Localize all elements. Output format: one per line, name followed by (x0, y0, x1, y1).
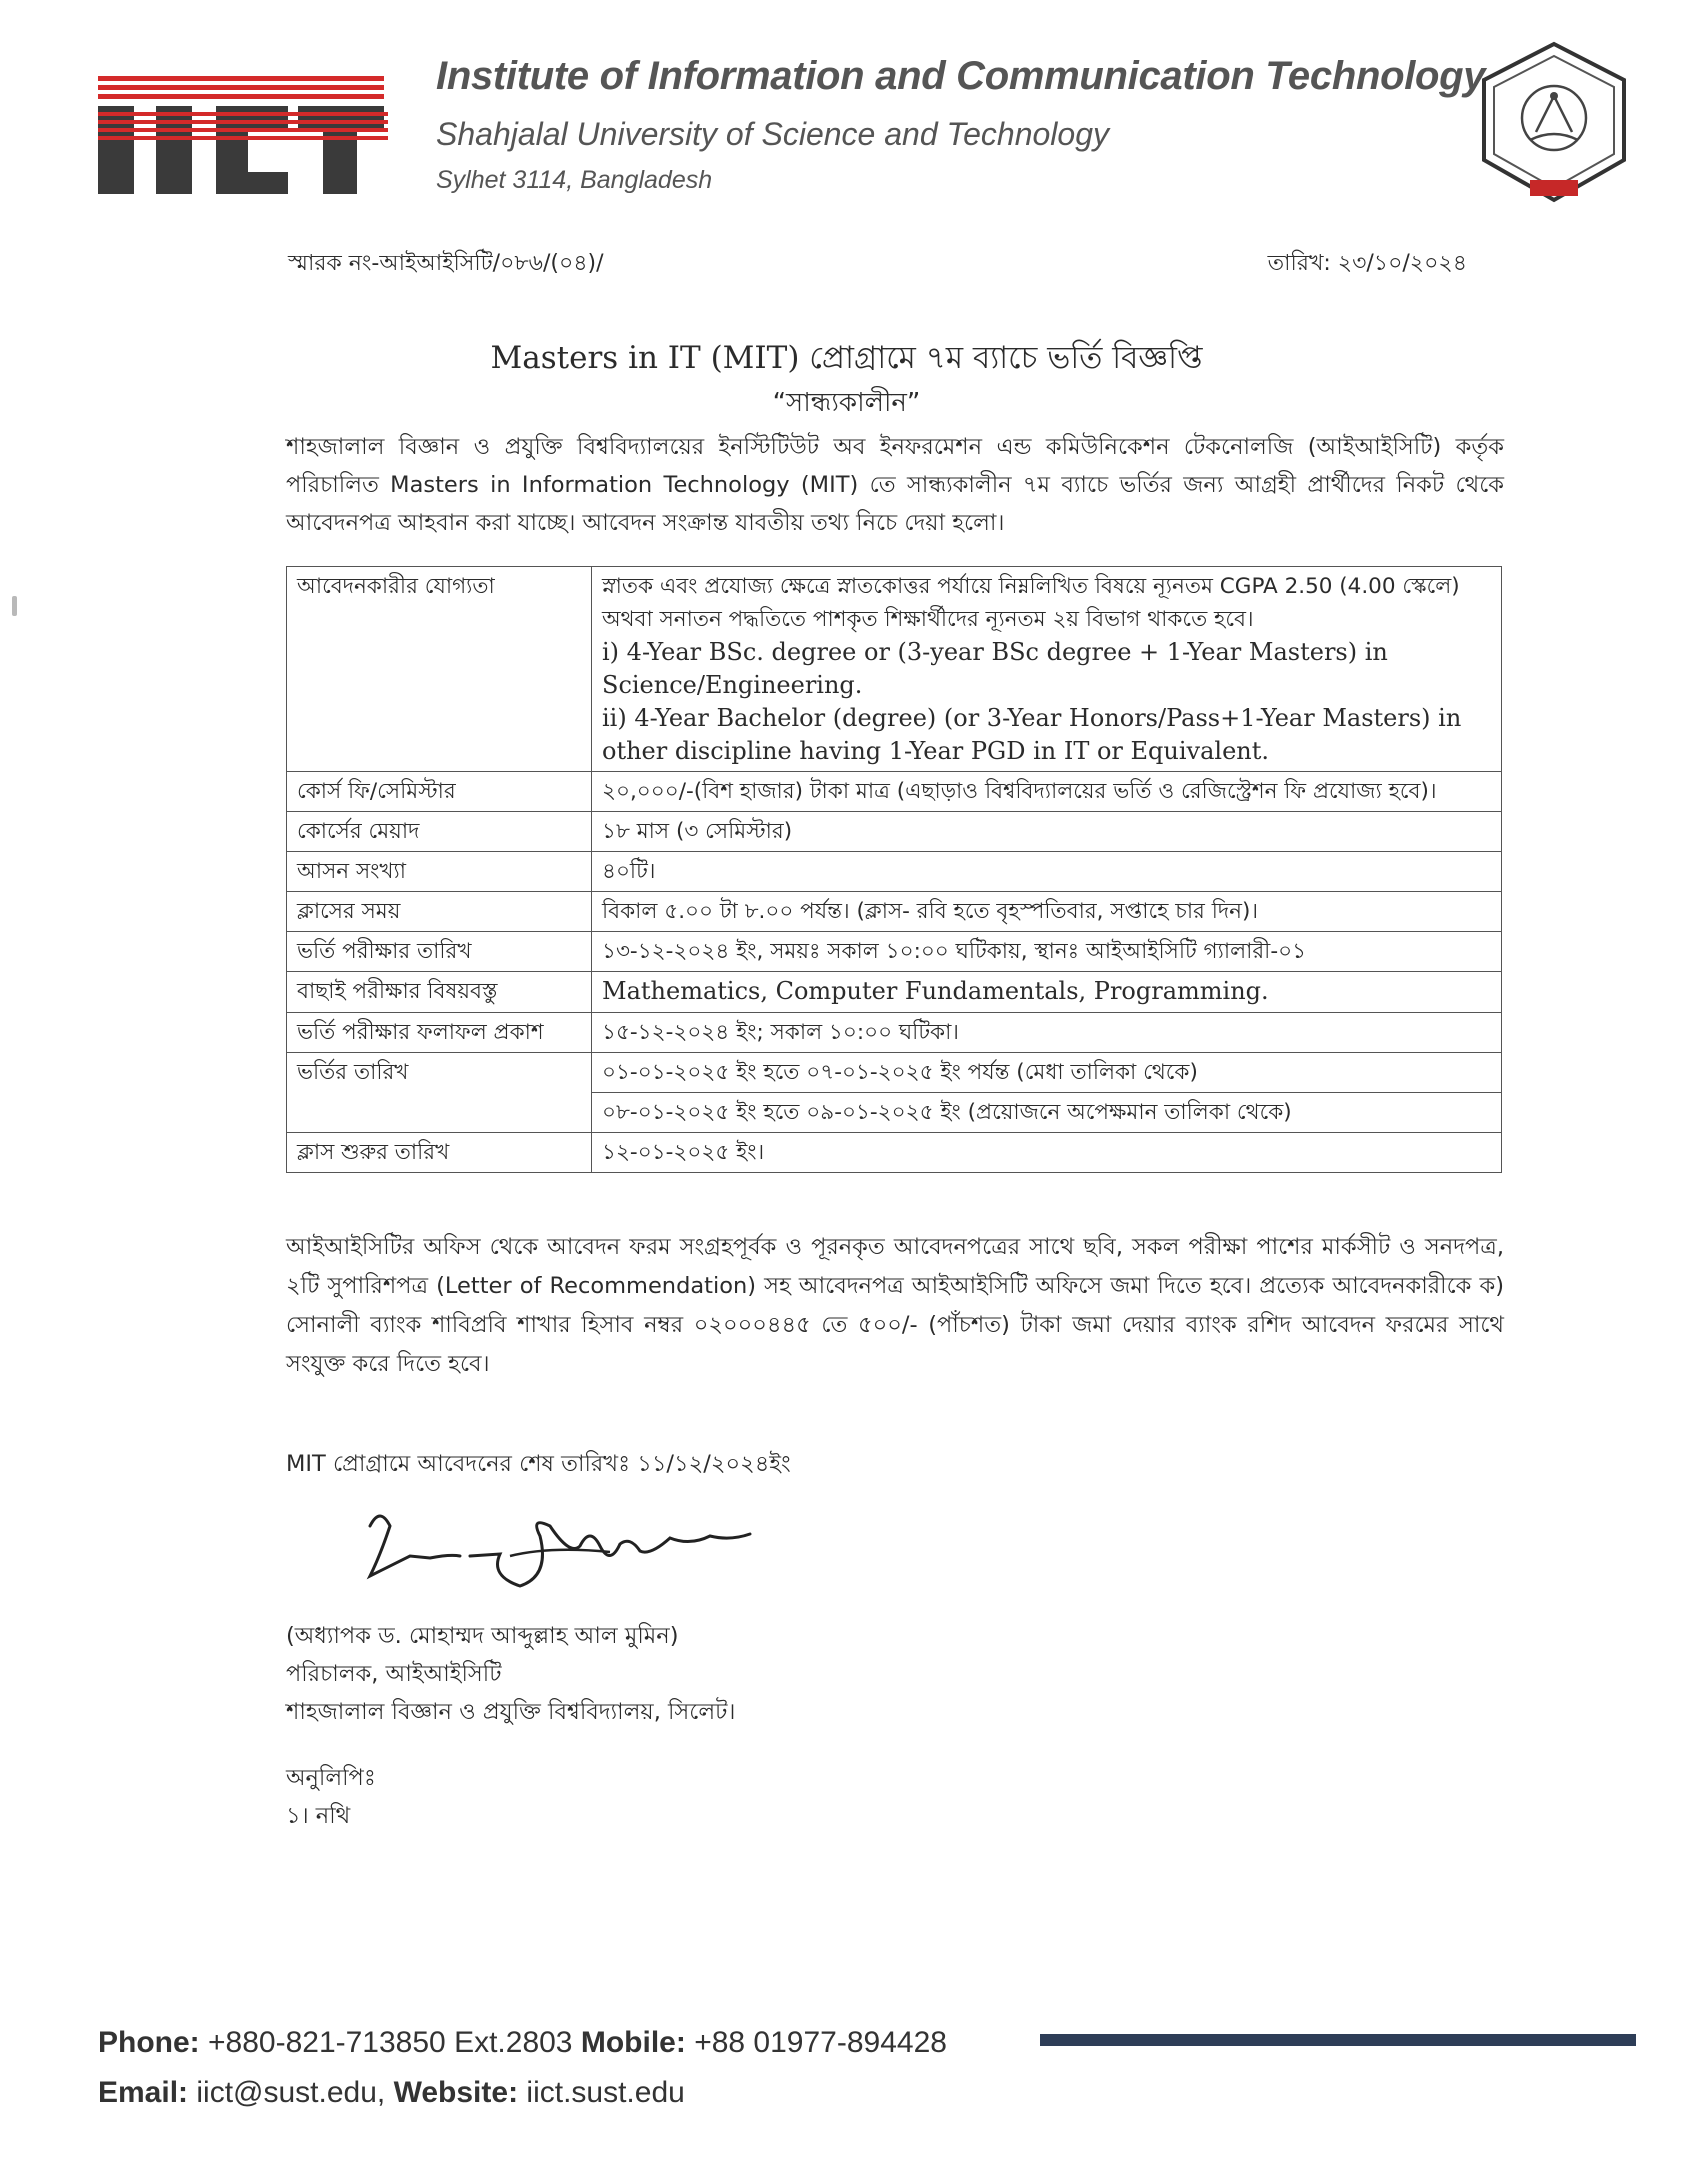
seats-label: আসন সংখ্যা (287, 852, 592, 892)
seats-value: ৪০টি। (592, 852, 1502, 892)
admission-value-1: ০১-০১-২০২৫ ইং হতে ০৭-০১-২০২৫ ইং পর্যন্ত (মেধা তালিকা থেকে) (592, 1053, 1502, 1093)
class-time-value: বিকাল ৫.০০ টা ৮.০০ পর্যন্ত। (ক্লাস- রবি হতে বৃহস্পতিবার, সপ্তাহে চার দিন)। (592, 892, 1502, 932)
institute-name: Institute of Information and Communication Technology (436, 54, 1486, 98)
duration-value: ১৮ মাস (৩ সেমিস্টার) (592, 812, 1502, 852)
fee-value: ২০,০০০/-(বিশ হাজার) টাকা মাত্র (এছাড়াও বিশ্ববিদ্যালয়ের ভর্তি ও রেজিস্ট্রেশন ফি প্রযোজ্য হবে)। (592, 772, 1502, 812)
eligibility-bn: স্নাতক এবং প্রযোজ্য ক্ষেত্রে স্নাতকোত্তর পর্যায়ে নিম্নলিখিত বিষয়ে ন্যূনতম CGPA 2.50 (4.00 স্কেলে) অথবা সনাতন পদ্ধতিতে পাশকৃত শিক্ষার্থীদের ন্যূনতম ২য় বিভাগ থাকতে হবে। (602, 574, 1460, 632)
logo-text: iiCT (98, 72, 100, 73)
exam-date-value: ১৩-১২-২০২৪ ইং, সময়ঃ সকাল ১০:০০ ঘটিকায়, স্থানঃ আইআইসিটি গ্যালারী-০১ (592, 932, 1502, 972)
phone-label: Phone: (98, 2026, 200, 2059)
admission-info-table (286, 566, 1502, 1173)
website-link[interactable]: iict.sust.edu (526, 2076, 685, 2109)
footer-phone-line (98, 2026, 947, 2060)
class-start-label: ক্লাস শুরুর তারিখ (287, 1133, 592, 1173)
scan-artifact (12, 596, 17, 616)
syllabus-value-cell (592, 972, 1502, 1013)
table-row (287, 892, 1502, 932)
notice-title: Masters in IT (MIT) প্রোগ্রামে ৭ম ব্যাচে ভর্তি বিজ্ঞপ্তি (490, 340, 1203, 376)
mobile-number: +88 01977-894428 (694, 2026, 947, 2059)
eligibility-value (592, 567, 1502, 772)
admission-label: ভর্তির তারিখ (287, 1053, 592, 1133)
address: Sylhet 3114, Bangladesh (436, 166, 713, 194)
table-row (287, 972, 1502, 1013)
footer-email-line (98, 2076, 685, 2110)
table-row (287, 852, 1502, 892)
signatory-university: শাহজালাল বিজ্ঞান ও প্রযুক্তি বিশ্ববিদ্যালয়, সিলেট। (286, 1699, 736, 1725)
table-row (287, 932, 1502, 972)
table-row (287, 567, 1502, 772)
table-row (287, 1133, 1502, 1173)
exam-date-label: ভর্তি পরীক্ষার তারিখ (287, 932, 592, 972)
table-row (287, 1053, 1502, 1093)
eligibility-label: আবেদনকারীর যোগ্যতা (287, 567, 592, 772)
phone-number: +880-821-713850 (208, 2026, 446, 2059)
result-value: ১৫-১২-২০২৪ ইং; সকাল ১০:০০ ঘটিকা। (592, 1013, 1502, 1053)
application-deadline: MIT প্রোগ্রামে আবেদনের শেষ তারিখঃ ১১/১২/২০২৪ইং (286, 1451, 791, 1477)
mobile-label: Mobile: (580, 2026, 686, 2059)
table-row (287, 1013, 1502, 1053)
duration-label: কোর্সের মেয়াদ (287, 812, 592, 852)
footer-bar (1040, 2034, 1636, 2046)
iict-logo (98, 72, 388, 194)
syllabus-label: বাছাই পরীক্ষার বিষয়বস্তু (287, 972, 592, 1013)
class-start-value: ১২-০১-২০২৫ ইং। (592, 1133, 1502, 1173)
notice-subtitle: “সান্ধ্যকালীন” (772, 388, 921, 418)
class-time-label: ক্লাসের সময় (287, 892, 592, 932)
signatory-designation: পরিচালক, আইআইসিটি (286, 1661, 502, 1687)
admission-value-2: ০৮-০১-২০২৫ ইং হতে ০৯-০১-২০২৫ ইং (প্রয়োজনে অপেক্ষমান তালিকা থেকে) (592, 1093, 1502, 1133)
fee-label: কোর্স ফি/সেমিস্টার (287, 772, 592, 812)
university-name: Shahjalal University of Science and Technology (436, 116, 1109, 152)
copy-label: অনুলিপিঃ (286, 1765, 376, 1791)
table-row (287, 772, 1502, 812)
signatory-name: (অধ্যাপক ড. মোহাম্মদ আব্দুল্লাহ আল মুমিন) (286, 1623, 679, 1649)
instructions-paragraph: আইআইসিটির অফিস থেকে আবেদন ফরম সংগ্রহপূর্বক ও পূরনকৃত আবেদনপত্রের সাথে ছবি, সকল পরীক্ষা পাশের মার্কসীট ও সনদপত্র, ২টি সুপারিশপত্র (Letter of Recommendation) সহ আবেদনপত্র আইআইসিটি অফিসে জমা দিতে হবে। প্রত্যেক আবেদনকারীকে ক) সোনালী ব্যাংক শাবিপ্রবি শাখার হিসাব নম্বর ০২০০০৪৪৫ তে ৫০০/- (পাঁচশত) টাকা জমা দেয়ার ব্যাংক রশিদ আবেদন ফরমের সাথে সংযুক্ত করে দিতে হবে। (286, 1234, 1504, 1377)
memo-date: তারিখ: ২৩/১০/২০২৪ (1267, 251, 1467, 276)
intro-paragraph: শাহজালাল বিজ্ঞান ও প্রযুক্তি বিশ্ববিদ্যালয়ের ইনস্টিটিউট অব ইনফরমেশন এন্ড কমিউনিকেশন টেকনোলজি (আইআইসিটি) কর্তৃক পরিচালিত Masters in Information Technology (MIT) তে সান্ধ্যকালীন ৭ম ব্যাচে ভর্তির জন্য আগ্রহী প্রার্থীদের নিকট থেকে আবেদনপত্র আহবান করা যাচ্ছে। আবেদন সংক্রান্ত যাবতীয় তথ্য নিচে দেয়া হলো। (286, 434, 1504, 536)
table-row (287, 812, 1502, 852)
email-link[interactable]: iict@sust.edu, (196, 2076, 386, 2109)
syllabus-value: Mathematics, Computer Fundamentals, Programming. (602, 977, 1269, 1005)
eligibility-en1: i) 4-Year BSc. degree or (3-year BSc degree + 1-Year Masters) in Science/Engineering. (602, 638, 1388, 699)
result-label: ভর্তি পরীক্ষার ফলাফল প্রকাশ (287, 1013, 592, 1053)
signature (350, 1496, 780, 1606)
eligibility-en2: ii) 4-Year Bachelor (degree) (or 3-Year Honors/Pass+1-Year Masters) in other discipline having 1-Year PGD in IT or Equivalent. (602, 704, 1462, 765)
university-seal (1474, 40, 1634, 206)
copy-item: ১। নথি (286, 1803, 351, 1829)
email-label: Email: (98, 2076, 189, 2109)
memo-number: স্মারক নং-আইআইসিটি/০৮৬/(০৪)/ (288, 251, 604, 276)
website-label: Website: (393, 2076, 519, 2109)
phone-ext: Ext.2803 (454, 2026, 573, 2059)
